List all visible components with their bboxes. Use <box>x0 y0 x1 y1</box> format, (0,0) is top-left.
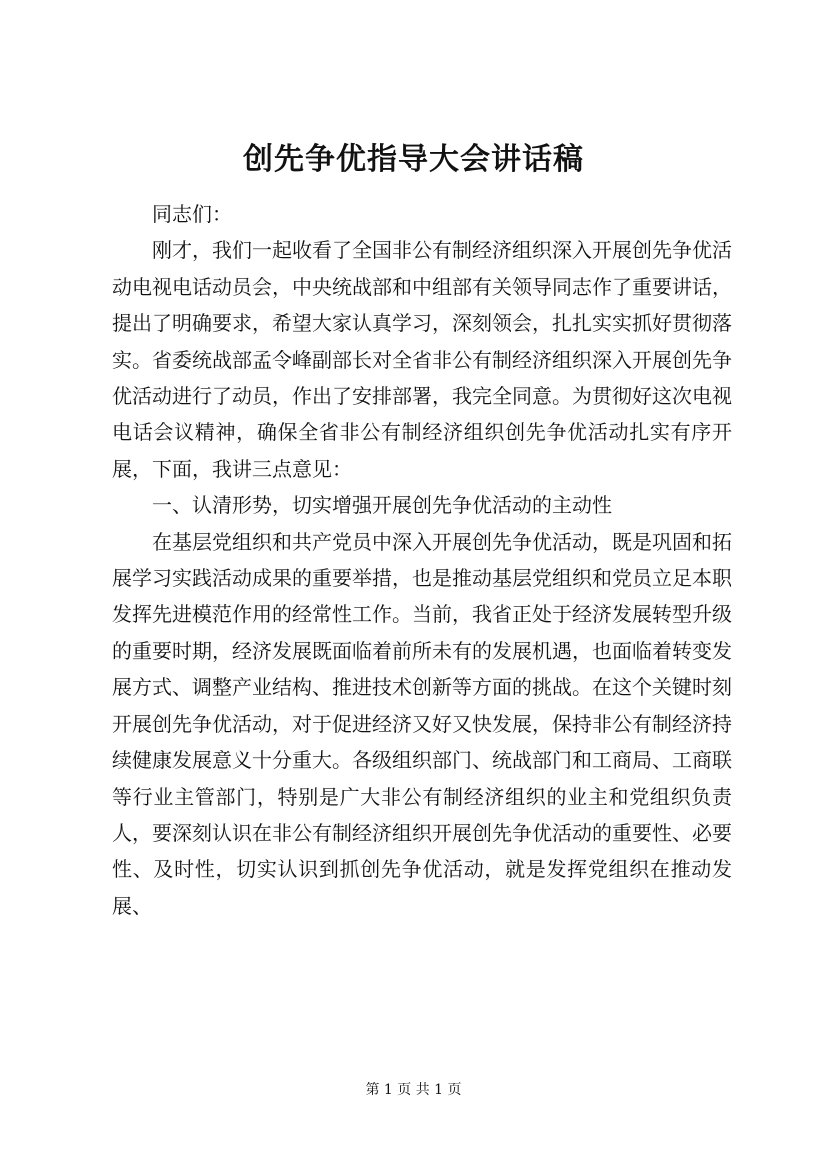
document-title: 创先争优指导大会讲话稿 <box>243 142 584 177</box>
paragraph-intro: 刚才，我们一起收看了全国非公有制经济组织深入开展创先争优活动电视电话动员会，中央统战部和中组部有关领导同志作了重要讲话，提出了明确要求，希望大家认真学习，深刻领会，扎扎实实抓好贯彻落实。省委统战部孟令峰副部长对全省非公有制经济组织深入开展创先争优活动进行了动员，作出了安排部署，我完全同意。为贯彻好这次电视电话会议精神，确保全省非公有制经济组织创先争优活动扎实有序开展，下面，我讲三点意见： <box>112 238 732 481</box>
document-body <box>112 196 732 924</box>
paragraph-section-1: 在基层党组织和共产党员中深入开展创先争优活动，既是巩固和拓展学习实践活动成果的重要举措，也是推动基层党组织和党员立足本职发挥先进模范作用的经常性工作。当前，我省正处于经济发展转型升级的重要时期，经济发展既面临着前所未有的发展机遇，也面临着转变发展方式、调整产业结构、推进技术创新等方面的挑战。在这个关键时刻开展创先争优活动，对于促进经济又好又快发展，保持非公有制经济持续健康发展意义十分重大。各级组织部门、统战部门和工商局、工商联等行业主管部门，特别是广大非公有制经济组织的业主和党组织负责人，要深刻认识在非公有制经济组织开展创先争优活动的重要性、必要性、及时性，切实认识到抓创先争优活动，就是发挥党组织在推动发展、 <box>112 529 732 918</box>
page-footer: 第 1 页 共 1 页 <box>365 1082 462 1098</box>
section-heading-1: 一、认清形势，切实增强开展创先争优活动的主动性 <box>152 493 612 518</box>
salutation: 同志们： <box>152 202 232 226</box>
